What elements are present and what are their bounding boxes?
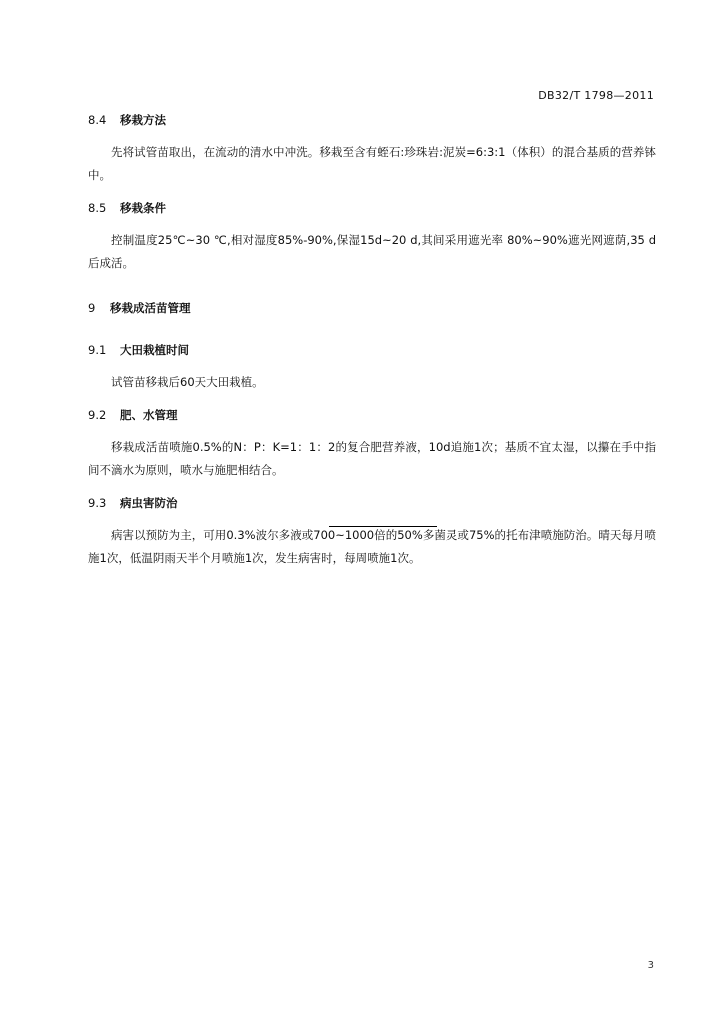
section-title: 移栽成活苗管理 <box>110 301 191 315</box>
section-paragraph-8-5: 控制温度25℃~30 ℃,相对湿度85%-90%,保湿15d~20 d,其间采用遮光率 80%~90%遮光网遮荫,35 d后成活。 <box>88 233 656 270</box>
end-rule-divider <box>329 526 437 527</box>
section-heading-8-4 <box>88 111 656 129</box>
section-paragraph-9-1: 试管苗移栽后60天大田栽植。 <box>111 375 264 389</box>
section-number: 8.5 <box>88 201 107 215</box>
section-title: 移栽方法 <box>120 113 167 127</box>
section-title: 移栽条件 <box>120 201 167 215</box>
section-heading-8-5 <box>88 199 656 217</box>
document-code: DB32/T 1798—2011 <box>538 89 654 102</box>
section-paragraph-8-4: 先将试管苗取出，在流动的清水中冲洗。移栽至含有蛭石:珍珠岩:泥炭=6:3:1（体积）的混合基质的营养钵中。 <box>88 145 656 182</box>
section-paragraph-9-3: 病害以预防为主，可用0.3%波尔多液或700~1000倍的50%多菌灵或75%的托布津喷施防治。晴天每月喷施1次，低温阴雨天半个月喷施1次，发生病害时，每周喷施1次。 <box>88 528 656 565</box>
section-number: 9.1 <box>88 343 107 357</box>
section-number: 9 <box>88 301 96 315</box>
section-heading-9-3 <box>88 494 656 512</box>
section-title: 病虫害防治 <box>120 496 178 510</box>
chapter-heading-9 <box>88 299 656 317</box>
section-number: 8.4 <box>88 113 107 127</box>
section-number: 9.3 <box>88 496 107 510</box>
section-number: 9.2 <box>88 408 107 422</box>
section-heading-9-2 <box>88 406 656 424</box>
section-paragraph-9-2: 移栽成活苗喷施0.5%的N：P：K=1：1：2的复合肥营养液，10d追施1次；基质不宜太湿，以攥在手中指间不滴水为原则，喷水与施肥相结合。 <box>88 440 656 477</box>
section-title: 大田栽植时间 <box>120 343 190 357</box>
document-body <box>88 111 656 570</box>
section-heading-9-1 <box>88 341 656 359</box>
section-title: 肥、水管理 <box>120 408 178 422</box>
page-number: 3 <box>647 960 654 971</box>
